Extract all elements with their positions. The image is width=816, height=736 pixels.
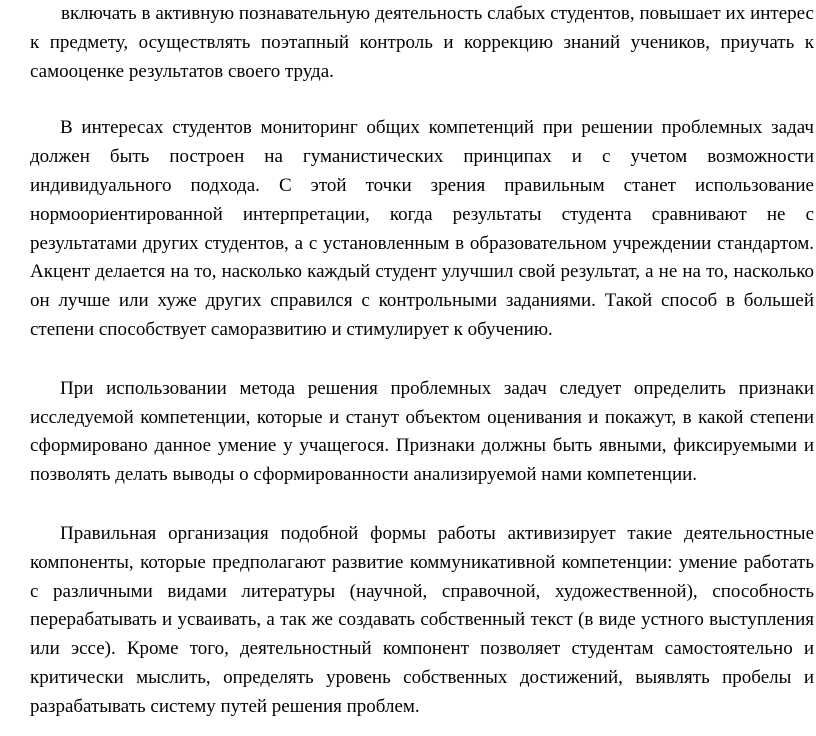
paragraph-4: Правильная организация подобной формы работы активизирует такие деятельностные компоненты, которые предполагают развитие коммуникативной компетенции: умение работать с различными видами литературы (научной, справочной, художественной), способность перерабатывать и усваивать, а так же создавать собственный текст (в виде устного выступления или эссе). Кроме того, деятельностный компонент позволяет студентам самостоятельно и критически мыслить, определять уровень собственных достижений, выявлять пробелы и разрабатывать систему путей решения проблем. bbox=[30, 522, 814, 717]
paragraph-3: При использовании метода решения проблемных задач следует определить признаки исследуемой компетенции, которые и станут объектом оценивания и покажут, в какой степени сформировано данное умение у учащегося. Признаки должны быть явными, фиксируемыми и позволять делать выводы о сформированности анализируемой нами компетенции. bbox=[30, 377, 814, 486]
paragraph-1: включать в активную познавательную деятельность слабых студентов, повышает их интерес к предмету, осуществлять поэтапный контроль и коррекцию знаний учеников, приучать к самооценке результатов своего труда. bbox=[30, 3, 814, 82]
paragraph-2: В интересах студентов мониторинг общих компетенций при решении проблемных задач должен быть построен на гуманистических принципах и с учетом возможности индивидуального подхода. С этой точки зрения правильным станет использование нормоориентированной интерпретации, когда результаты студента сравнивают не с результатами других студентов, а с установленным в образовательном учреждении стандартом. Акцент делается на то, насколько каждый студент улучшил свой результат, а не на то, насколько он лучше или хуже других справился с контрольными заданиями. Такой способ в большей степени способствует саморазвитию и стимулирует к обучению. bbox=[30, 117, 814, 340]
document-body bbox=[30, 0, 814, 722]
